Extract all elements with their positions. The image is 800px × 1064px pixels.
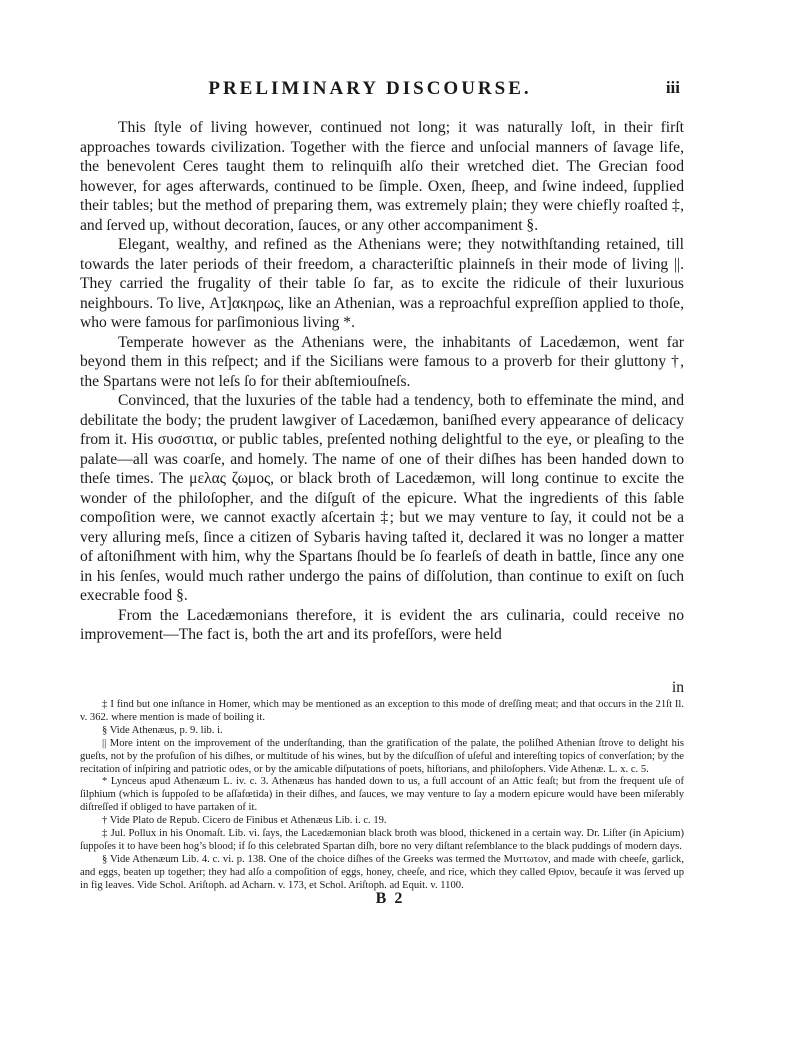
footnote: § Vide Athenæus, p. 9. lib. i. xyxy=(102,724,223,736)
paragraph: Elegant, wealthy, and refined as the Athenians were; they notwithſtanding retained, till towards the later periods of their freedom, a characteriſtic plainneſs in their mode of living ||. They carried the frugality of their table ſo far, as to excite the ridicule of their luxurious neighbours. To live, Ατ]ακηρως, like an Athenian, was a reproachful expreſſion applied to thoſe, who were famous for parſimonious living *. xyxy=(80,236,684,331)
main-text xyxy=(80,118,684,645)
paragraph: Convinced, that the luxuries of the table had a tendency, both to effeminate the mind, and debilitate the body; the prudent lawgiver of Lacedæmon, baniſhed every appearance of delicacy from it. His συσσιτια, or public tables, preſented nothing delightful to the eye, or pleaſing to the palate—all was coarſe, and homely. The name of one of their diſhes has been handed down to theſe times. The μελας ζωμος, or black broth of Lacedæmon, will long continue to excite the wonder of the philoſopher, and the diſguſt of the epicure. What the ingredients of this ſable compoſition were, we cannot exactly aſcertain ‡; but we may venture to ſay, it could not be a very alluring meſs, ſince a citizen of Sybaris having taſted it, declared it was no longer a matter of aſtoniſhment with him, why the Spartans ſhould be ſo fearleſs of death in battle, ſince any one in his ſenſes, would much rather undergo the pains of diſſolution, than continue to exiſt on ſuch execrable food §. xyxy=(80,392,684,604)
footnote: || More intent on the improvement of the underſtanding, than the gratification of the palate, the poliſhed Athenian ſtrove to delight his gueſts, not by the profuſion of his diſhes, or multitude of his wines, but by the diſcuſſion of uſeful and intereſting topics of converſation; by the recitation of inſpiring and patriotic odes, or by the amicable diſputations of poets, hiſtorians, and philoſophers. Vide Athenæ. L. x. c. 5. xyxy=(80,737,684,775)
footnote: § Vide Athenæum Lib. 4. c. vi. p. 138. One of the choice diſhes of the Greeks was termed the Μυττωτον, and made with cheeſe, garlick, and eggs, beaten up together; they had alſo a compoſition of eggs, honey, cheeſe, and rice, which they called Θριον, becauſe it was ſerved up in fig leaves. Vide Schol. Ariſtoph. ad Acharn. v. 173, et Schol. Ariſtoph. ad Equit. v. 1100. xyxy=(80,853,684,891)
catchword: in xyxy=(671,679,684,696)
footnote: * Lynceus apud Athenæum L. iv. c. 3. Athenæus has handed down to us, a full account of an Attic feaſt; but from the frequent uſe of ſilphium (which is ſuppoſed to be aſſafœtida) in their diſhes, and ſauces, we may venture to ſay a modern epicure would have been miſerably diſtreſſed if obliged to have partaken of it. xyxy=(80,776,684,814)
page-number: iii xyxy=(665,78,680,97)
paragraph: This ſtyle of living however, continued not long; it was naturally loſt, in their firſt approaches towards civilization. Together with the fierce and unſocial manners of ſavage life, the benevolent Ceres taught them to relinquiſh alſo their wretched diet. The Grecian food however, for ages afterwards, continued to be ſimple. Oxen, ſheep, and ſwine indeed, ſupplied their tables; but the method of preparing them, was extremely plain; they were chiefly roaſted ‡, and ſerved up, without decoration, ſauces, or any other accompaniment §. xyxy=(80,119,684,234)
running-head: PRELIMINARY DISCOURSE. xyxy=(208,78,532,99)
paragraph: From the Lacedæmonians therefore, it is evident the ars culinaria, could receive no improvement—The fact is, both the art and its profeſſors, were held xyxy=(80,606,684,643)
footnote: ‡ I find but one inſtance in Homer, which may be mentioned as an exception to this mode of dreſſing meat; and that occurs in the 21ſt Il. v. 362. where mention is made of boiling it. xyxy=(80,699,684,723)
footnote: ‡ Jul. Pollux in his Onomaſt. Lib. vi. ſays, the Lacedæmonian black broth was blood, thickened in a certain way. Dr. Liſter (in Apicium) ſuppoſes it to have been hog’s blood; if ſo this celebrated Spartan diſh, bore no very diſtant reſemblance to the black puddings of modern days. xyxy=(80,828,684,852)
paragraph: Temperate however as the Athenians were, the inhabitants of Lacedæmon, went far beyond them in this reſpect; and if the Sicilians were famous to a proverb for their gluttony †, the Spartans were not leſs ſo for their abſtemiouſneſs. xyxy=(80,333,684,390)
footnote: † Vide Plato de Repub. Cicero de Finibus et Athenæus Lib. i. c. 19. xyxy=(102,815,387,827)
signature-mark: B 2 xyxy=(375,890,405,907)
footnotes xyxy=(80,699,684,893)
